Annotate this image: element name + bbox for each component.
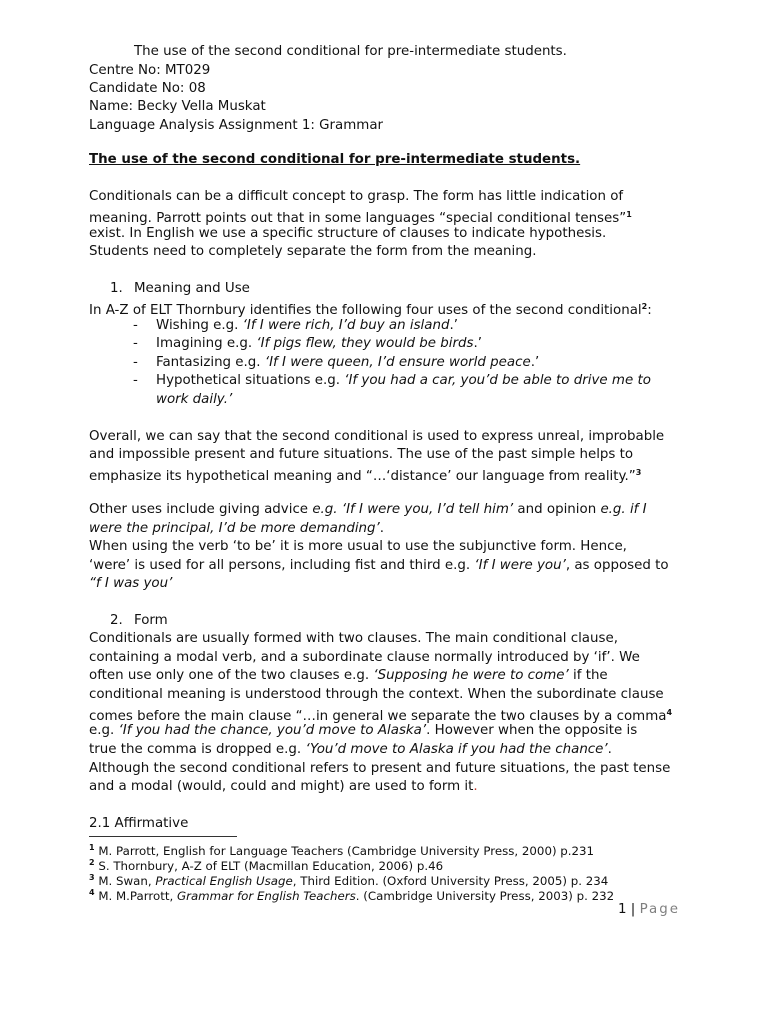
bullet-dash: - <box>133 318 138 333</box>
bullet-item: Fantasizing e.g. ‘If I were queen, I’d ensure world peace.’ <box>156 355 540 370</box>
bullet-item: Hypothetical situations e.g. ‘If you had a car, you’d be able to drive me to <box>156 373 651 388</box>
paragraph-line: Conditionals are usually formed with two clauses. The main conditional clause, <box>89 631 618 646</box>
paragraph-line: and impossible present and future situations. The use of the past simple helps to <box>89 447 634 462</box>
section-heading: Form <box>134 613 168 628</box>
subheading: 2.1 Affirmative <box>89 816 189 831</box>
intro-line: meaning. Parrott points out that in some languages “special conditional tenses”$^1$ <box>89 210 632 226</box>
section-lead: In A-Z of ELT Thornbury identifies the following four uses of the second conditional$^2$: <box>89 302 652 318</box>
intro-line: exist. In English we use a specific structure of clauses to indicate hypothesis. <box>89 226 607 241</box>
header-title-line: The use of the second conditional for pre-intermediate students. <box>134 44 567 59</box>
paragraph-line: and a modal (would, could and might) are used to form it. <box>89 779 478 794</box>
footnote-ref: 3 <box>635 468 642 477</box>
bullet-item: Imagining e.g. ‘If pigs flew, they would be birds.’ <box>156 336 482 351</box>
paragraph-line: often use only one of the two clauses e.g. ‘Supposing he were to come’ if the <box>89 668 608 683</box>
paragraph-line: Although the second conditional refers to present and future situations, the past tense <box>89 761 671 776</box>
centre-number: Centre No: MT029 <box>89 63 211 78</box>
footnote-ref: 1 <box>626 210 632 219</box>
bullet-dash: - <box>133 336 138 351</box>
section-number: 2. <box>110 613 123 628</box>
bullet-dash: - <box>133 373 138 388</box>
main-title: The use of the second conditional for pre-intermediate students. <box>89 152 581 167</box>
assignment-title: Language Analysis Assignment 1: Grammar <box>89 118 384 133</box>
footnote-ref: 2 <box>641 302 648 311</box>
footnote-separator <box>89 836 237 837</box>
paragraph-line: conditional meaning is understood through the context. When the subordinate clause <box>89 687 664 702</box>
paragraph-line: were the principal, I’d be more demanding’. <box>89 521 385 536</box>
page-number: 1 | Page <box>618 902 680 917</box>
bullet-dash: - <box>133 355 138 370</box>
paragraph-line: “f I was you’ <box>89 576 173 591</box>
paragraph-line: comes before the main clause “…in general we separate the two clauses by a comma$^4$ <box>89 708 673 724</box>
footnote-ref: 4 <box>666 708 673 717</box>
paragraph-line: ‘were’ is used for all persons, including fist and third e.g. ‘If I were you’, as opposed to <box>89 558 669 573</box>
paragraph-line: containing a modal verb, and a subordinate clause normally introduced by ‘if’. We <box>89 650 640 665</box>
footnote: $^4$ M. M.Parrott, Grammar for English Teachers. (Cambridge University Press, 2003) p. 232 <box>89 888 615 903</box>
footnote: $^1$ M. Parrott, English for Language Teachers (Cambridge University Press, 2000) p.231 <box>89 843 595 858</box>
bullet-item: Wishing e.g. ‘If I were rich, I’d buy an island.’ <box>156 318 458 333</box>
section-number: 1. <box>110 281 123 296</box>
paragraph-line: Other uses include giving advice e.g. ‘If I were you, I’d tell him’ and opinion e.g. if I <box>89 502 647 517</box>
paragraph-line: emphasize its hypothetical meaning and “…‘distance’ our language from reality.”$^3$ <box>89 468 642 484</box>
section-heading: Meaning and Use <box>134 281 250 296</box>
author-name: Name: Becky Vella Muskat <box>89 99 266 114</box>
intro-line: Conditionals can be a difficult concept to grasp. The form has little indication of <box>89 189 624 204</box>
paragraph-line: When using the verb ‘to be’ it is more usual to use the subjunctive form. Hence, <box>89 539 627 554</box>
footnote: $^2$ S. Thornbury, A-Z of ELT (Macmillan Education, 2006) p.46 <box>89 858 444 873</box>
intro-line: Students need to completely separate the form from the meaning. <box>89 244 537 259</box>
paragraph-line: true the comma is dropped e.g. ‘You’d move to Alaska if you had the chance’. <box>89 742 612 757</box>
paragraph-line: e.g. ‘If you had the chance, you’d move to Alaska’. However when the opposite is <box>89 723 638 738</box>
paragraph-line: Overall, we can say that the second conditional is used to express unreal, improbable <box>89 429 665 444</box>
candidate-number: Candidate No: 08 <box>89 81 206 96</box>
bullet-item-continuation: work daily.’ <box>156 392 233 407</box>
footnote: $^3$ M. Swan, Practical English Usage, Third Edition. (Oxford University Press, 2005) p. 234 <box>89 873 609 888</box>
